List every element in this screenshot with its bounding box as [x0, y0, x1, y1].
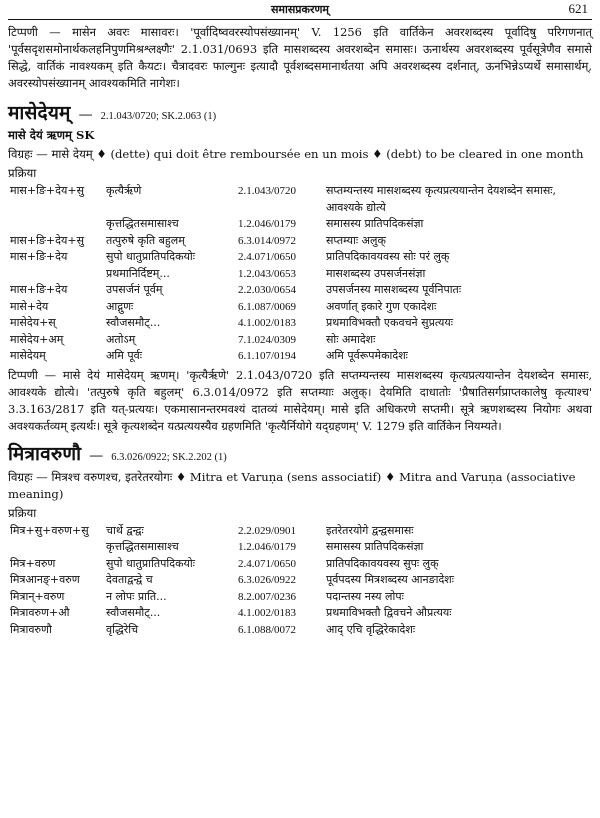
step-sutra: सुपो धातुप्रातिपदिकयोः [106, 250, 195, 263]
step-form: मासेदेयम् [10, 349, 46, 362]
step-sutra: न लोपः प्राति... [106, 589, 167, 603]
step-form: मित्र+वरुण [10, 556, 56, 570]
step-sutra: स्वौजसमौट्... [106, 316, 161, 329]
step-form: मासेदेय+अम् [10, 332, 64, 346]
step-note: सोः अमादेशः [326, 332, 376, 346]
prakriya-step-row [8, 216, 592, 233]
prakriya-step-row [8, 572, 592, 589]
prakriya-step-row [8, 589, 592, 606]
step-sutra: चार्थे द्वन्द्वः [106, 523, 144, 537]
step-sutra: अमि पूर्वः [106, 349, 142, 362]
step-note: अवर्णात् इकारे गुण एकादेशः [326, 299, 437, 313]
step-note: प्रथमाविभक्तौ एकवचने सुप्रत्ययः [326, 316, 454, 329]
vigraha: विग्रहः — मासे देयम् ♦ (dette) qui doit être remboursée en un mois ♦ (debt) to be cleared in one month [8, 147, 584, 161]
step-sutra-number: 4.1.002/0183 [238, 317, 297, 329]
prakriya-step-row [8, 605, 592, 622]
prakriya-label: प्रक्रिया [8, 505, 37, 520]
top-note: टिप्पणी — मासेन अवरः मासावरः। 'पूर्वादिष्ववरस्योपसंख्यानम्' V. 1256 इति वार्तिकेन अवरशब्दस्य पूर्वादिषु परिगणनात् 'पूर्वसदृशसमोनार्थकलहनिपुणमिश्रश्लक्ष्णैः' 2.1.031/0693 इति मासशब्दस्य अवरशब्देन समासः। ऊनार्थस्य अवरशब्दस्य पूर्वसूत्रेणैव समासे सिद्धे, वार्तिकं नावश्यकम् इति कैयटः। चैत्रादवरः फाल्गुनः इत्यादौ पूर्वशब्दसमानार्थतया अपि अवरशब्दस्य दर्शनात्, ऊनभिन्नेऽप्यर्थे समासार्थम्, अवरस्योपसंख्यानम् आवश्यकमिति नागेशः। [8, 25, 592, 90]
step-sutra-number: 6.3.014/0972 [238, 234, 297, 247]
step-note: अमि पूर्वरूपमेकादेशः [326, 349, 408, 362]
step-sutra-number: 1.2.046/0179 [238, 541, 297, 553]
step-sutra: तत्पुरुषे कृति बहुलम् [106, 233, 185, 247]
step-sutra-number: 2.4.071/0650 [238, 251, 297, 263]
dictionary-page [8, 0, 592, 638]
step-form: मित्रान्+वरुण [10, 589, 65, 603]
step-note: समासस्य प्रातिपदिकसंज्ञा [326, 540, 424, 553]
headword-dash: — [78, 107, 93, 123]
step-form: मित्रावरुण+औ [10, 606, 70, 619]
step-form [8, 216, 104, 233]
step-form [8, 539, 104, 556]
running-title: समासप्रकरणम् [270, 3, 330, 16]
prakriya-step-row [8, 282, 592, 299]
entry-note: टिप्पणी — मासे देयं मासेदेयम् ऋणम्। 'कृत्यैर्ऋणे' 2.1.043/0720 इति सप्तम्यन्तस्य मासशब्दस्य कृत्यप्रत्ययान्तेन देयशब्देन समासः, आवश्यके द्योत्ये। 'तत्पुरुषे कृति बहुलम्' 6.3.014/0972 इति सप्तम्याः अलुक्। देयमिति दाधातोः 'प्रैषातिसर्गप्राप्तकालेषु कृत्याश्च' 3.3.163/2817 इति यत्-प्रत्ययः। एकमासानन्तरमवश्यं दातव्यं मासेदेयम्। मासे इति अधिकरणे सप्तमी। सूत्रे ऋणशब्दस्य नियोगः अथवा अवश्यकर्तव्यम् इत्यर्थः। सूत्रे कृत्यशब्देन यत्प्रत्ययस्यैव ग्रहणमिति 'कृत्यैर्नियोगे यद्ग्रहणम्' V. 1279 इति वार्तिकेन नियम्यते। [8, 367, 592, 433]
entry-header [8, 442, 592, 465]
prakriya-label: प्रक्रिया [8, 166, 37, 180]
prakriya-step-row [8, 523, 592, 540]
step-note: प्रातिपदिकावयवस्य सोः परं लुक् [326, 250, 450, 263]
prakriya-table [8, 523, 592, 639]
step-note: उपसर्जनस्य मासशब्दस्य पूर्वनिपातः [326, 283, 462, 296]
prakriya-step-row [8, 315, 592, 332]
step-form: मित्र+सु+वरुण+सु [10, 523, 89, 537]
step-form: मास+ङि+देय [10, 250, 68, 263]
step-form: मित्रावरुणौ [10, 622, 52, 636]
step-sutra-number: 2.2.030/0654 [238, 284, 297, 296]
step-sutra: वृद्धिरेचि [106, 622, 139, 636]
vigraha: विग्रहः — मित्रश्च वरुणश्च, इतरेतरयोगः ♦ Mitra et Varuṇa (sens associatif) ♦ Mitra and Varuṇa (associative meaning) [8, 469, 576, 501]
step-form: मास+ङि+देय+सु [10, 233, 85, 247]
prakriya-step-row [8, 266, 592, 283]
sutra-reference: 2.1.043/0720; SK.2.063 (1) [100, 111, 217, 122]
prakriya-step-row [8, 622, 592, 639]
step-sutra-number: 8.2.007/0236 [238, 590, 297, 603]
step-sutra: अतोऽम् [106, 332, 136, 346]
step-sutra-number: 1.2.043/0653 [238, 267, 297, 280]
prakriya-step-row [8, 556, 592, 573]
prakriya-step-row [8, 233, 592, 250]
prakriya-table [8, 183, 592, 365]
step-note: सप्तम्यन्तस्य मासशब्दस्य कृत्यप्रत्ययान्तेन देयशब्देन समासः, आवश्यके द्योत्ये [326, 184, 557, 214]
step-note: आद् एचि वृद्धिरेकादेशः [326, 622, 416, 636]
step-note: समासस्य प्रातिपदिकसंज्ञा [326, 217, 424, 230]
step-note: पदान्तस्य नस्य लोपः [326, 589, 404, 603]
step-sutra-number: 6.3.026/0922 [238, 574, 297, 586]
prakriya-step-row [8, 539, 592, 556]
prakriya-step-row [8, 299, 592, 316]
step-sutra: प्रथमानिर्दिष्टम्... [106, 266, 170, 280]
step-form: मासे+देय [10, 299, 49, 313]
headword-dash: — [89, 447, 104, 464]
step-sutra: कृत्यैर्ऋणे [106, 184, 142, 197]
step-note: इतरेतरयोगे द्वन्द्वसमासः [326, 523, 414, 537]
page-number: 621 [568, 1, 588, 16]
sk-example: मासे देयं ऋणम् SK [8, 128, 95, 142]
step-sutra: देवताद्वन्द्वे च [106, 573, 153, 586]
step-sutra-number: 2.1.043/0720 [238, 185, 297, 197]
prakriya-step-row [8, 332, 592, 349]
header-rule [8, 19, 592, 20]
step-sutra-number: 4.1.002/0183 [238, 607, 297, 619]
prakriya-step-row [8, 249, 592, 266]
step-sutra-number: 2.4.071/0650 [238, 557, 297, 570]
step-sutra: उपसर्जनं पूर्वम् [106, 283, 163, 296]
step-form: मास+ङि+देय [10, 283, 68, 296]
step-form [8, 266, 104, 283]
step-sutra: स्वौजसमौट्... [106, 606, 161, 619]
step-sutra: सुपो धातुप्रातिपदिकयोः [106, 556, 195, 570]
prakriya-step-row [8, 183, 592, 216]
step-sutra: कृत्तद्धितसमासाश्च [106, 217, 179, 230]
step-sutra-number: 6.1.088/0072 [238, 623, 297, 636]
step-note: मासशब्दस्य उपसर्जनसंज्ञा [326, 266, 426, 280]
step-form: मित्रआनङ्+वरुण [10, 573, 80, 586]
prakriya-step-row [8, 348, 592, 365]
step-note: प्रथमाविभक्तौ द्विवचने औप्रत्ययः [326, 606, 452, 619]
step-sutra-number: 6.1.087/0069 [238, 300, 297, 313]
step-sutra-number: 1.2.046/0179 [238, 218, 297, 230]
sutra-reference: 6.3.026/0922; SK.2.202 (1) [111, 451, 227, 463]
step-note: सप्तम्याः अलुक् [326, 233, 386, 247]
step-note: पूर्वपदस्य मित्रशब्दस्य आनङादेशः [326, 573, 454, 586]
step-sutra: कृत्तद्धितसमासाश्च [106, 540, 179, 553]
headword: मासेदेयम् [8, 102, 71, 124]
entry-header [8, 102, 592, 124]
step-sutra-number: 6.1.107/0194 [238, 350, 297, 362]
step-sutra: आद्गुणः [106, 299, 134, 313]
step-form: मासेदेय+स् [10, 316, 56, 329]
step-form: मास+ङि+देय+सु [10, 184, 85, 197]
step-sutra-number: 2.2.029/0901 [238, 524, 297, 537]
running-head [8, 0, 592, 18]
headword: मित्रावरुणौ [8, 442, 82, 465]
step-sutra-number: 7.1.024/0309 [238, 333, 297, 346]
step-note: प्रातिपदिकावयवस्य सुपः लुक् [326, 556, 439, 570]
